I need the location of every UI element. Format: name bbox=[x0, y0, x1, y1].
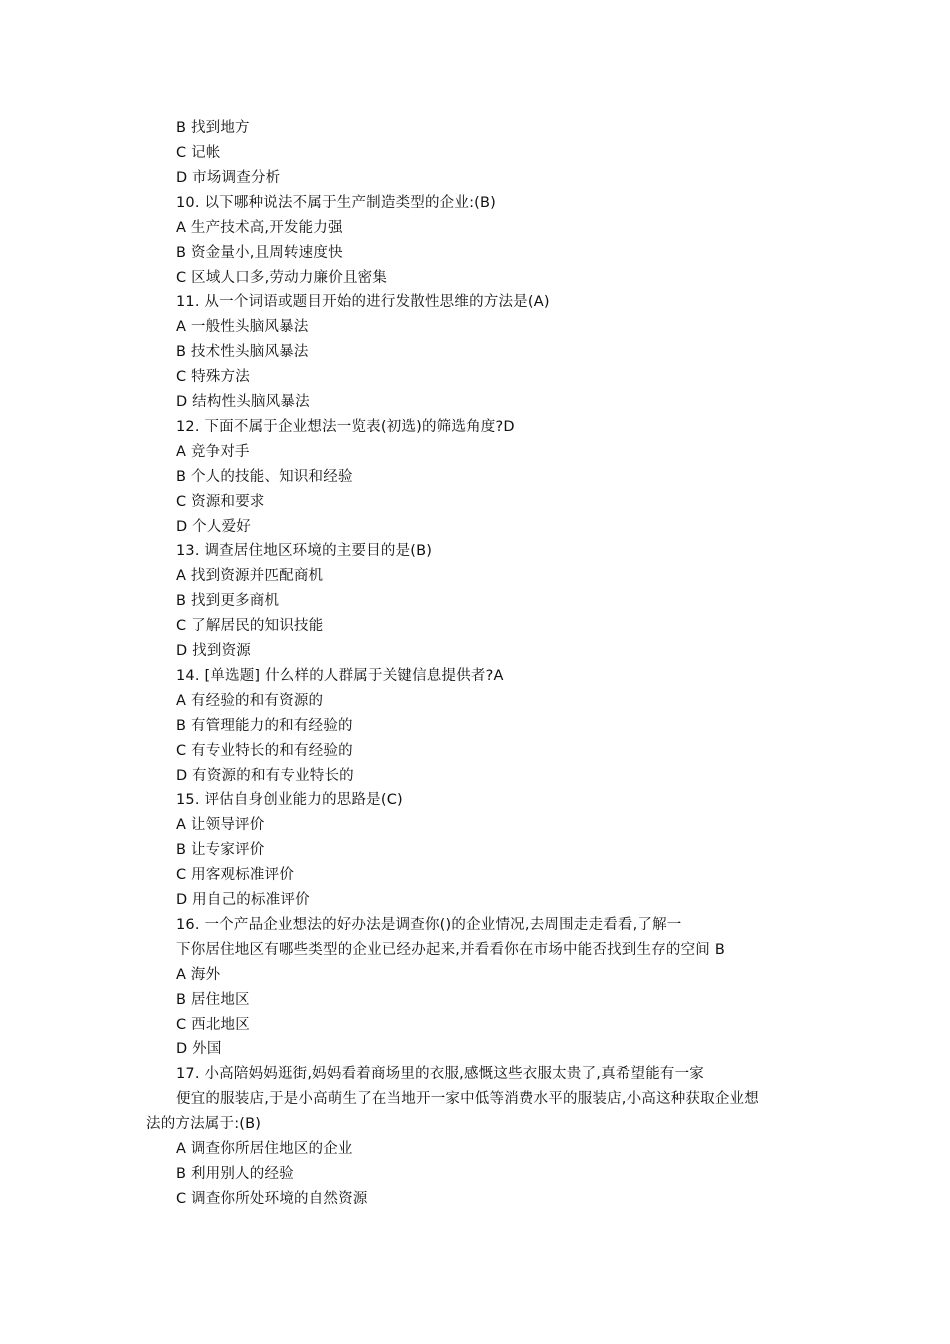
option-b-q13: B 找到更多商机 bbox=[176, 593, 280, 609]
option-a-q12: A 竞争对手 bbox=[176, 444, 250, 460]
question-13: 13. 调查居住地区环境的主要目的是(B) bbox=[176, 543, 433, 559]
question-10: 10. 以下哪种说法不属于生产制造类型的企业:(B) bbox=[176, 195, 497, 211]
option-c-q16: C 西北地区 bbox=[176, 1017, 250, 1033]
option-c-q13: C 了解居民的知识技能 bbox=[176, 618, 324, 634]
option-d-q11: D 结构性头脑风暴法 bbox=[176, 394, 310, 410]
option-d-q16: D 外国 bbox=[176, 1041, 222, 1057]
option-c-q11: C 特殊方法 bbox=[176, 369, 250, 385]
option-d-q15: D 用自己的标准评价 bbox=[176, 892, 310, 908]
option-a-q13: A 找到资源并匹配商机 bbox=[176, 568, 324, 584]
question-16-continued: 下你居住地区有哪些类型的企业已经办起来,并看看你在市场中能否找到生存的空间 B bbox=[176, 942, 725, 958]
option-b-q10: B 资金量小,且周转速度快 bbox=[176, 245, 343, 261]
option-c-q15: C 用客观标准评价 bbox=[176, 867, 295, 883]
option-c-q14: C 有专业特长的和有经验的 bbox=[176, 743, 353, 759]
option-a-q10: A 生产技术高,开发能力强 bbox=[176, 220, 343, 236]
option-c-q17: C 调查你所处环境的自然资源 bbox=[176, 1191, 368, 1207]
option-b-q17: B 利用别人的经验 bbox=[176, 1166, 294, 1182]
option-a-q14: A 有经验的和有资源的 bbox=[176, 693, 324, 709]
option-d-q9: D 市场调查分析 bbox=[176, 170, 281, 186]
question-12: 12. 下面不属于企业想法一览表(初选)的筛选角度?D bbox=[176, 419, 515, 435]
option-b-q16: B 居住地区 bbox=[176, 992, 250, 1008]
question-11: 11. 从一个词语或题目开始的进行发散性思维的方法是(A) bbox=[176, 294, 550, 310]
question-16: 16. 一个产品企业想法的好办法是调查你()的企业情况,去周围走走看看,了解一 bbox=[176, 917, 682, 933]
option-c-q12: C 资源和要求 bbox=[176, 494, 265, 510]
option-b-q9: B 找到地方 bbox=[176, 120, 250, 136]
option-a-q17: A 调查你所居住地区的企业 bbox=[176, 1141, 353, 1157]
option-b-q15: B 让专家评价 bbox=[176, 842, 265, 858]
question-17-continued: 便宜的服装店,于是小高萌生了在当地开一家中低等消费水平的服装店,小高这种获取企业想 bbox=[176, 1091, 759, 1107]
question-17-end: 法的方法属于:(B) bbox=[146, 1116, 262, 1132]
option-b-q14: B 有管理能力的和有经验的 bbox=[176, 718, 353, 734]
option-b-q11: B 技术性头脑风暴法 bbox=[176, 344, 309, 360]
option-d-q12: D 个人爱好 bbox=[176, 519, 251, 535]
option-d-q13: D 找到资源 bbox=[176, 643, 251, 659]
option-c-q10: C 区域人口多,劳动力廉价且密集 bbox=[176, 270, 388, 286]
option-b-q12: B 个人的技能、知识和经验 bbox=[176, 469, 353, 485]
question-17: 17. 小高陪妈妈逛街,妈妈看着商场里的衣服,感慨这些衣服太贵了,真希望能有一家 bbox=[176, 1066, 704, 1082]
option-a-q15: A 让领导评价 bbox=[176, 817, 265, 833]
option-a-q16: A 海外 bbox=[176, 967, 221, 983]
question-14: 14. [单选题] 什么样的人群属于关键信息提供者?A bbox=[176, 668, 504, 684]
question-15: 15. 评估自身创业能力的思路是(C) bbox=[176, 792, 403, 808]
option-a-q11: A 一般性头脑风暴法 bbox=[176, 319, 309, 335]
option-c-q9: C 记帐 bbox=[176, 145, 221, 161]
option-d-q14: D 有资源的和有专业特长的 bbox=[176, 768, 354, 784]
